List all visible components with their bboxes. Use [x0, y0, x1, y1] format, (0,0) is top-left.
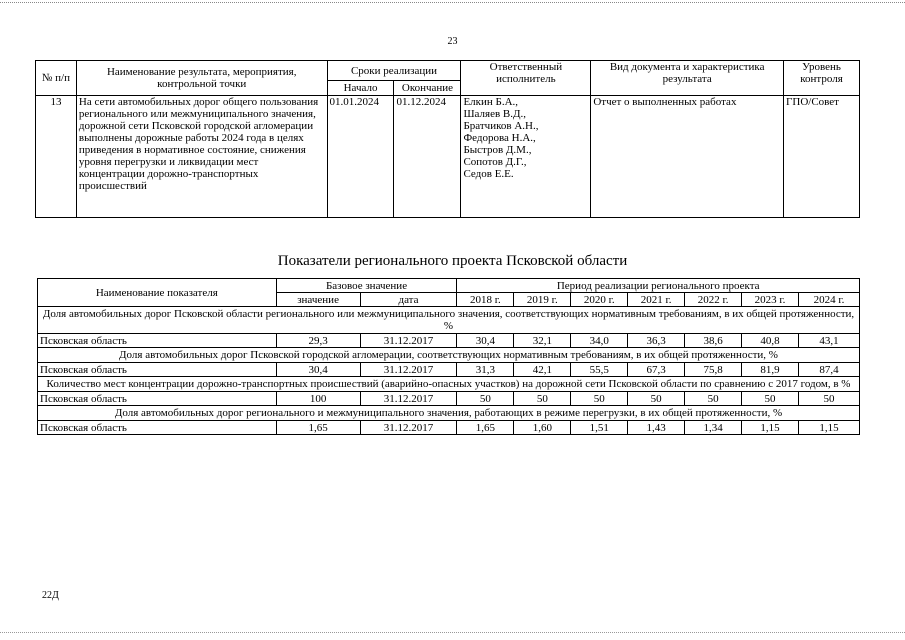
row-end: 01.12.2024: [394, 96, 461, 218]
header-date: дата: [360, 293, 457, 307]
year-value-cell: 1,15: [798, 421, 859, 435]
header-responsible: Ответственный исполнитель: [461, 61, 591, 96]
header-year: 2019 г.: [514, 293, 571, 307]
year-value-cell: 1,34: [685, 421, 742, 435]
section-heading: Показатели регионального проекта Псковской области: [277, 253, 628, 269]
page-number: 23: [447, 36, 458, 47]
responsible-line: Елкин Б.А.,: [463, 96, 519, 108]
year-value-cell: 30,4: [457, 334, 514, 348]
row-num: 13: [36, 96, 77, 218]
year-value-cell: 34,0: [571, 334, 628, 348]
year-value-cell: 50: [685, 392, 742, 406]
header-year: 2024 г.: [798, 293, 859, 307]
scan-edge-top: [0, 2, 905, 3]
year-value-cell: 1,15: [742, 421, 799, 435]
year-value-cell: 75,8: [685, 363, 742, 377]
indicator-title: Доля автомобильных дорог регионального и межмуниципального значения, работающих в режиме перегрузки, в их общей протяженности, %: [38, 406, 860, 421]
base-value-cell: 30,4: [276, 363, 360, 377]
table-row: [38, 363, 860, 377]
year-value-cell: 50: [571, 392, 628, 406]
indicator-title: Количество мест концентрации дорожно-транспортных происшествий (аварийно-опасных участков) на дорожной сети Псковской области по сравнению с 2017 годом, в %: [38, 377, 860, 392]
header-control: Уровень контроля: [784, 61, 860, 96]
results-table: [35, 60, 860, 218]
indicator-title-row: [38, 348, 860, 363]
header-name: Наименование результата, мероприятия, контрольной точки: [76, 61, 327, 96]
responsible-line: Шаляев В.Д.,: [463, 108, 526, 120]
responsible-line: Федорова Н.А.,: [463, 132, 536, 144]
responsible-line: Седов Е.Е.: [463, 168, 514, 180]
year-value-cell: 31,3: [457, 363, 514, 377]
indicator-title: Доля автомобильных дорог Псковской области регионального или межмуниципального значения, соответствующих нормативным требованиям, в их общей протяженности, %: [38, 307, 860, 334]
year-value-cell: 50: [457, 392, 514, 406]
year-value-cell: 1,43: [628, 421, 685, 435]
year-value-cell: 1,60: [514, 421, 571, 435]
header-year: 2018 г.: [457, 293, 514, 307]
responsible-line: Быстров Д.М.,: [463, 144, 532, 156]
year-value-cell: 87,4: [798, 363, 859, 377]
year-value-cell: 55,5: [571, 363, 628, 377]
year-value-cell: 42,1: [514, 363, 571, 377]
year-value-cell: 67,3: [628, 363, 685, 377]
table-row: [38, 334, 860, 348]
base-value-cell: 1,65: [276, 421, 360, 435]
header-start: Начало: [327, 81, 394, 96]
year-value-cell: 50: [798, 392, 859, 406]
row-doc-type: Отчет о выполненных работах: [591, 96, 784, 218]
row-control: ГПО/Совет: [784, 96, 860, 218]
header-terms: Сроки реализации: [327, 61, 461, 81]
responsible-line: Сопотов Д.Г.,: [463, 156, 527, 168]
base-date-cell: 31.12.2017: [360, 421, 457, 435]
region-cell: Псковская область: [38, 363, 277, 377]
year-value-cell: 38,6: [685, 334, 742, 348]
year-value-cell: 81,9: [742, 363, 799, 377]
year-value-cell: 50: [514, 392, 571, 406]
indicator-title: Доля автомобильных дорог Псковской городской агломерации, соответствующих нормативным требованиям, в их общей протяженности, %: [38, 348, 860, 363]
scan-edge-bottom: [0, 632, 905, 633]
row-responsible: [461, 96, 591, 218]
base-value-cell: 100: [276, 392, 360, 406]
results-table-header-row: [36, 61, 860, 81]
year-value-cell: 50: [628, 392, 685, 406]
base-value-cell: 29,3: [276, 334, 360, 348]
header-year: 2020 г.: [571, 293, 628, 307]
region-cell: Псковская область: [38, 334, 277, 348]
region-cell: Псковская область: [38, 421, 277, 435]
header-num: № п/п: [36, 61, 77, 96]
year-value-cell: 1,65: [457, 421, 514, 435]
year-value-cell: 32,1: [514, 334, 571, 348]
base-date-cell: 31.12.2017: [360, 392, 457, 406]
year-value-cell: 36,3: [628, 334, 685, 348]
header-year: 2023 г.: [742, 293, 799, 307]
base-date-cell: 31.12.2017: [360, 334, 457, 348]
header-year: 2021 г.: [628, 293, 685, 307]
base-date-cell: 31.12.2017: [360, 363, 457, 377]
indicators-header-row: [38, 279, 860, 293]
footer-code: 22Д: [42, 590, 59, 601]
row-name: На сети автомобильных дорог общего пользования регионального или межмуниципального значения, дорожной сети Псковской городской агломерации выполнены дорожные работы 2024 года в целях приведения в нормативное состояние, снижения уровня перегрузки и ликвидации мест концентрации дорожно-транспортных происшествий: [76, 96, 327, 218]
header-base: Базовое значение: [276, 279, 457, 293]
table-row: [36, 96, 860, 218]
indicator-title-row: [38, 307, 860, 334]
year-value-cell: 43,1: [798, 334, 859, 348]
header-year: 2022 г.: [685, 293, 742, 307]
header-period: Период реализации регионального проекта: [457, 279, 860, 293]
indicators-table: [37, 278, 860, 435]
year-value-cell: 50: [742, 392, 799, 406]
year-value-cell: 40,8: [742, 334, 799, 348]
table-row: [38, 392, 860, 406]
indicator-title-row: [38, 377, 860, 392]
responsible-line: Братчиков А.Н.,: [463, 120, 539, 132]
header-indicator-name: Наименование показателя: [38, 279, 277, 307]
region-cell: Псковская область: [38, 392, 277, 406]
table-row: [38, 421, 860, 435]
header-end: Окончание: [394, 81, 461, 96]
header-value: значение: [276, 293, 360, 307]
year-value-cell: 1,51: [571, 421, 628, 435]
header-doc-type: Вид документа и характеристика результата: [591, 61, 784, 96]
indicator-title-row: [38, 406, 860, 421]
row-start: 01.01.2024: [327, 96, 394, 218]
